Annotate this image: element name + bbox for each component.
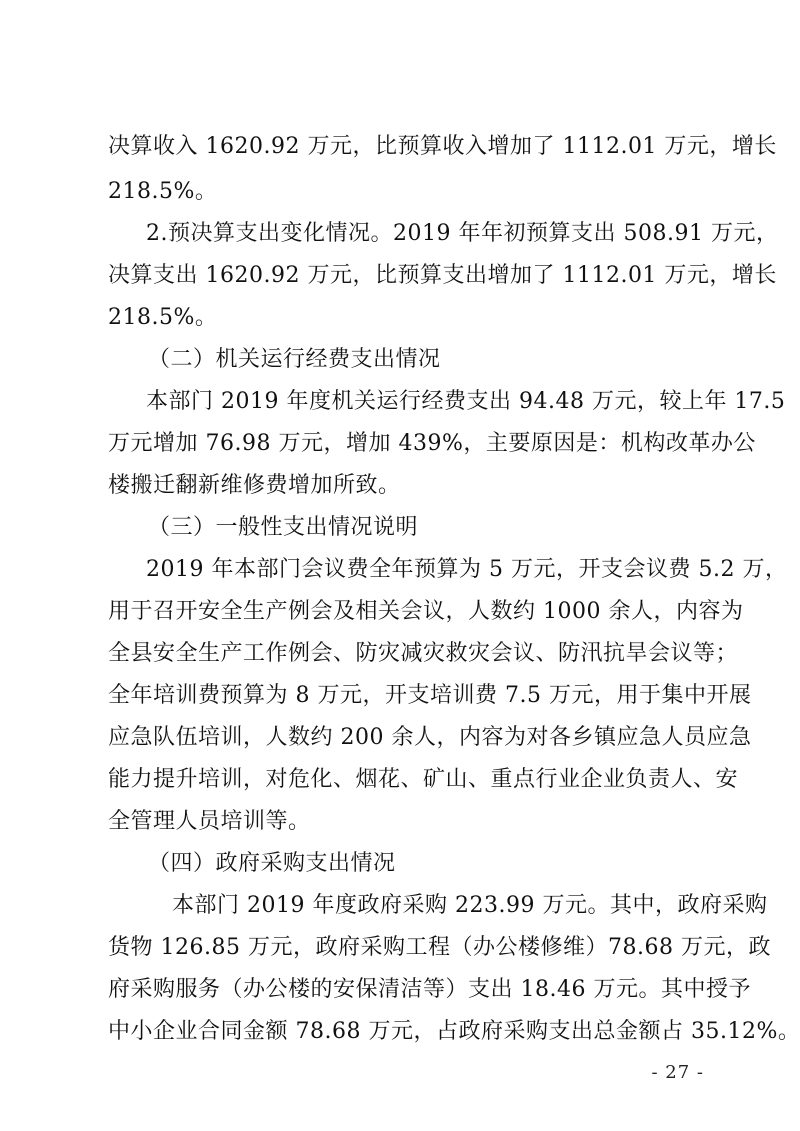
paragraph-line: 能力提升培训，对危化、烟花、矿山、重点行业企业负责人、安 xyxy=(108,767,739,792)
paragraph-line: 218.5%。 xyxy=(108,305,218,330)
section-heading: （四）政府采购支出情况 xyxy=(148,851,396,876)
paragraph-line: 2.预决算支出变化情况。2019 年年初预算支出 508.91 万元， xyxy=(146,221,779,246)
paragraph-line: 用于召开安全生产例会及相关会议，人数约 1000 余人，内容为 xyxy=(108,599,744,624)
paragraph-line: 货物 126.85 万元，政府采购工程（办公楼修维）78.68 万元，政 xyxy=(108,935,771,960)
paragraph-line: 中小企业合同金额 78.68 万元，占政府采购支出总金额占 35.12%。 xyxy=(108,1019,800,1044)
paragraph-line: 218.5%。 xyxy=(108,179,218,204)
paragraph-line: 楼搬迁翻新维修费增加所致。 xyxy=(108,473,401,498)
paragraph-line: 全年培训费预算为 8 万元，开支培训费 7.5 万元，用于集中开展 xyxy=(108,683,752,708)
paragraph-line: 本部门 2019 年度机关运行经费支出 94.48 万元，较上年 17.5 xyxy=(146,389,786,414)
paragraph-line: 2019 年本部门会议费全年预算为 5 万元，开支会议费 5.2 万， xyxy=(146,557,788,582)
paragraph-line: 府采购服务（办公楼的安保清洁等）支出 18.46 万元。其中授予 xyxy=(108,977,751,1002)
paragraph-line: 万元增加 76.98 万元，增加 439%，主要原因是：机构改革办公 xyxy=(108,431,756,456)
paragraph-line: 决算收入 1620.92 万元，比预算收入增加了 1112.01 万元，增长 xyxy=(108,134,777,159)
paragraph-line: 全县安全生产工作例会、防灾减灾救灾会议、防汛抗旱会议等； xyxy=(108,641,739,666)
section-heading: （三）一般性支出情况说明 xyxy=(148,515,419,540)
page-number: - 27 - xyxy=(651,1062,704,1083)
paragraph-line: 应急队伍培训，人数约 200 余人，内容为对各乡镇应急人员应急 xyxy=(108,725,752,750)
paragraph-line: 决算支出 1620.92 万元，比预算支出增加了 1112.01 万元，增长 xyxy=(108,263,777,288)
paragraph-line: 全管理人员培训等。 xyxy=(108,809,311,834)
paragraph-line: 本部门 2019 年度政府采购 223.99 万元。其中，政府采购 xyxy=(172,893,768,918)
section-heading: （二）机关运行经费支出情况 xyxy=(148,347,441,372)
